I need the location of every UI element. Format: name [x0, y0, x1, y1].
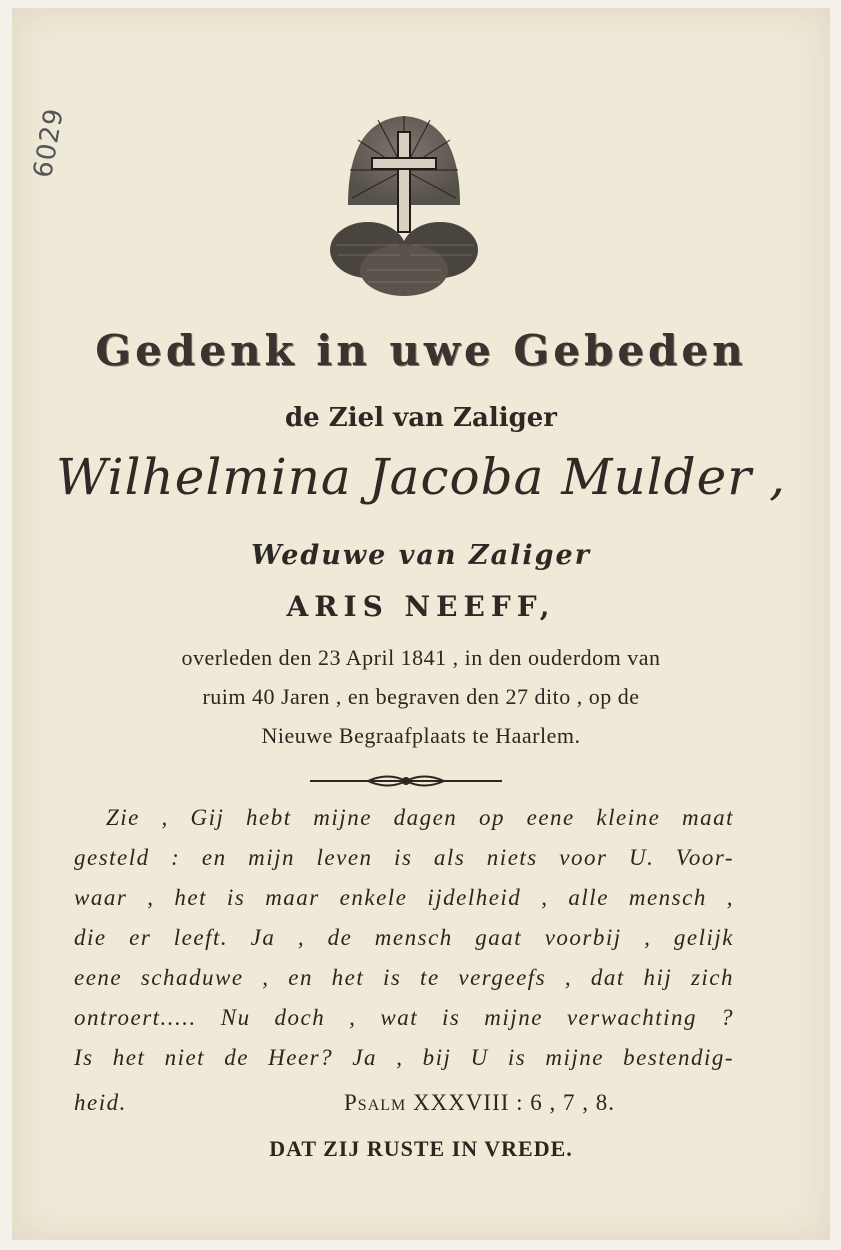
- heading: Gedenk in uwe Gebeden: [95, 326, 747, 375]
- verse-line-1: Zie , Gij hebt mijne dagen op eene kleine maat: [106, 805, 734, 830]
- ornament-divider-icon: [308, 770, 504, 792]
- subheading: de Ziel van Zaliger: [284, 403, 557, 433]
- memorial-card: [12, 8, 830, 1240]
- deceased-name: Wilhelmina Jacoba Mulder ,: [56, 448, 786, 506]
- cross-emblem-icon: [328, 110, 480, 300]
- closing-line: DAT ZIJ RUSTE IN VREDE.: [269, 1136, 573, 1161]
- detail-line-2: ruim 40 Jaren , en begraven den 27 dito , op de: [202, 684, 640, 709]
- verse-line-8: heid.: [74, 1090, 127, 1115]
- widow-line: Weduwe van Zaliger: [251, 540, 591, 571]
- verse-line-5: eene schaduwe , en het is te vergeefs , dat hij zich: [74, 965, 734, 990]
- verse-line-4: die er leeft. Ja , de mensch gaat voorbij , gelijk: [74, 925, 734, 950]
- verse-last-row: [74, 1090, 674, 1116]
- detail-line-1: overleden den 23 April 1841 , in den ouderdom van: [181, 645, 661, 670]
- verse-line-6: ontroert..... Nu doch , wat is mijne verwachting ?: [74, 1005, 734, 1030]
- verse-line-7: Is het niet de Heer? Ja , bij U is mijne bestendig-: [74, 1045, 734, 1070]
- husband-name: ARIS NEEFF,: [286, 590, 556, 623]
- verse-line-3: waar , het is maar enkele ijdelheid , alle mensch ,: [74, 885, 734, 910]
- psalm-reference: Psalm XXXVIII : 6 , 7 , 8.: [344, 1090, 616, 1115]
- pencil-inventory-number: 6029: [28, 105, 70, 181]
- verse-line-2: gesteld : en mijn leven is als niets voor U. Voor-: [74, 845, 734, 870]
- detail-line-3: Nieuwe Begraafplaats te Haarlem.: [261, 723, 581, 748]
